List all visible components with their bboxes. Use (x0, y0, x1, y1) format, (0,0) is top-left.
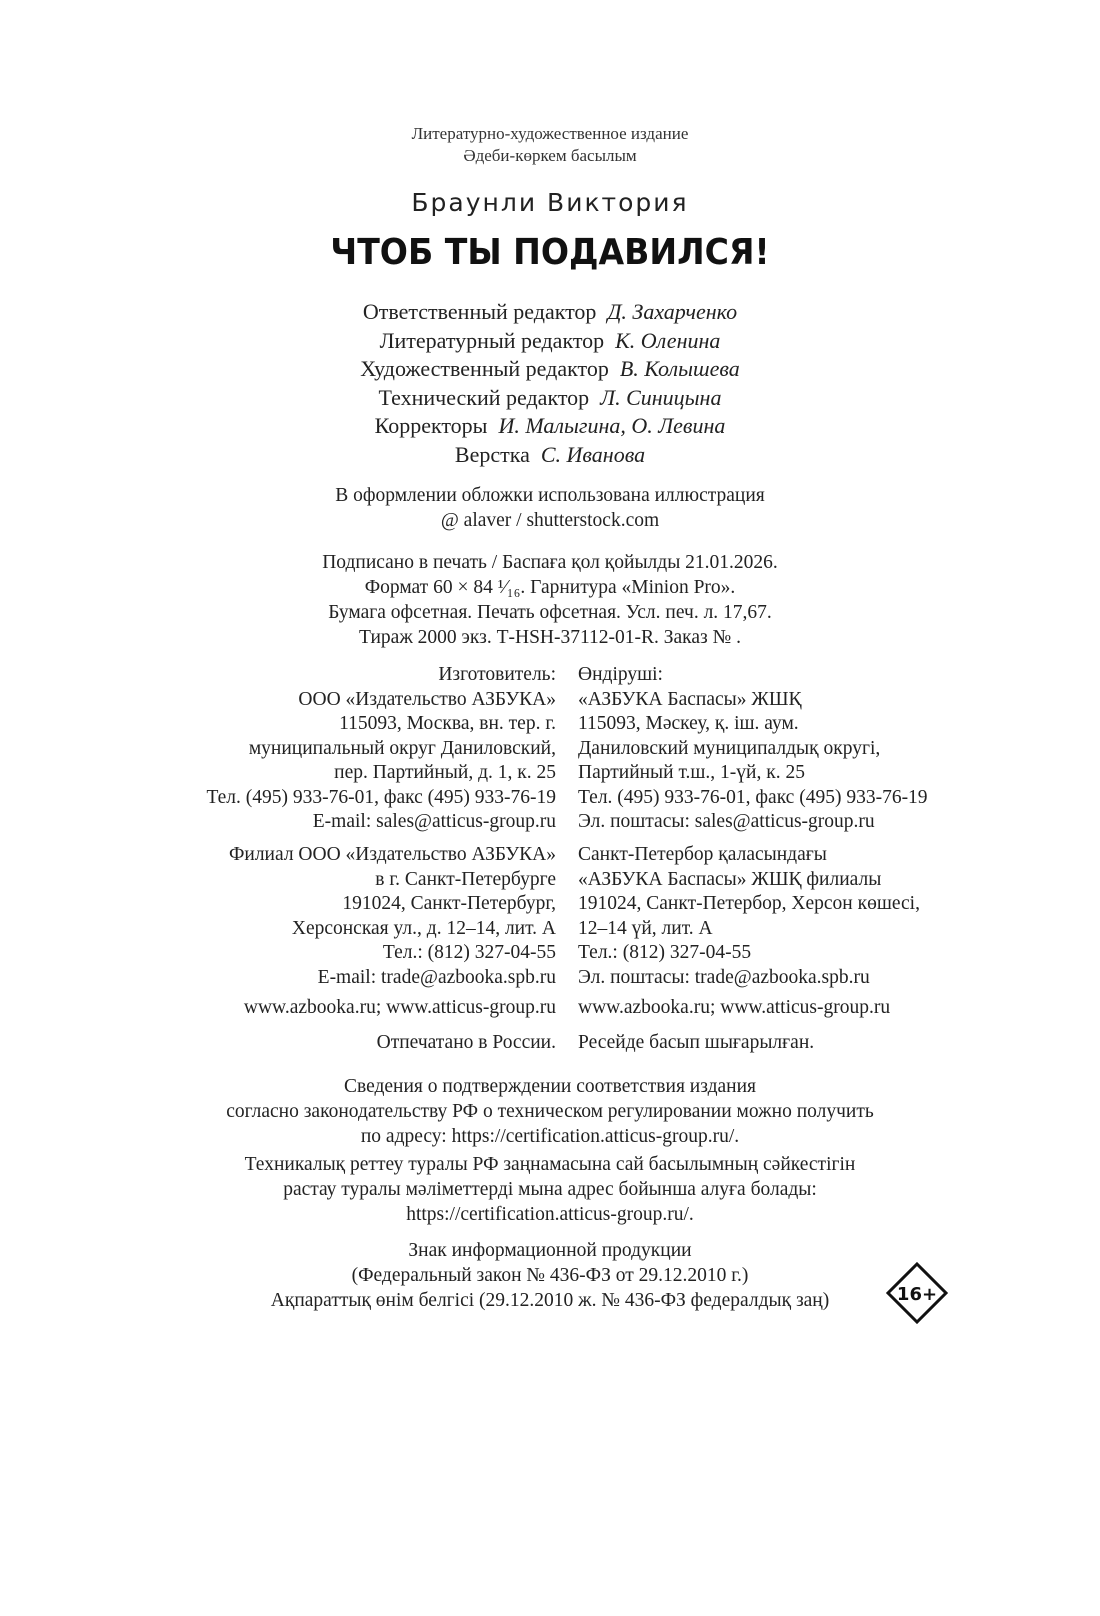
age-rating-text: 16+ (896, 1284, 938, 1305)
edition-type (0, 123, 1100, 167)
printed-in-ru: Отпечатано в России. (376, 1032, 556, 1053)
certification-line: https://certification.atticus-group.ru/. (406, 1204, 694, 1225)
format-prefix: Формат 60 × 84 (364, 577, 498, 598)
branch-line: Филиал ООО «Издательство АЗБУКА» (228, 844, 556, 865)
certification-line: растау туралы мәліметтерді мына адрес бойынша алуға болады: (283, 1179, 817, 1200)
manufacturer-line: Тел. (495) 933-76-01, факс (495) 933-76-19 (206, 786, 556, 808)
branch-line: в г. Санкт-Петербурге (375, 868, 556, 890)
certification-line: Сведения о подтверждении соответствия издания (343, 1076, 756, 1097)
credit-role: Литературный редактор (379, 327, 605, 353)
website-kz: www.azbooka.ru; www.atticus-group.ru (578, 997, 891, 1018)
credit-role: Ответственный редактор (362, 299, 597, 324)
book-title: ЧТОБ ТЫ ПОДАВИЛСЯ! (330, 232, 770, 273)
edition-type-ru: Литературно-художественное издание (411, 124, 689, 143)
manufacturer-line: E-mail: sales@atticus-group.ru (312, 811, 556, 832)
manufacturer-line: 115093, Мәскеу, қ. іш. аум. (578, 713, 799, 734)
manufacturer-line: пер. Партийный, д. 1, к. 25 (334, 762, 556, 783)
print-format (0, 575, 1100, 600)
certification-line: согласно законодательству РФ о техническом регулировании можно получить (226, 1101, 874, 1122)
certification-ru (0, 1074, 1100, 1149)
credit-line (0, 412, 1100, 441)
branch-kz (578, 843, 920, 990)
edition-type-kz: Әдеби-көркем басылым (463, 146, 637, 165)
print-date: Подписано в печать / Баспаға қол қойылды 21.01.2026. (322, 552, 778, 573)
info-sign-line: (Федеральный закон № 436-ФЗ от 29.12.2010 г.) (351, 1265, 749, 1286)
printed-in-kz: Ресейде басып шығарылған. (578, 1032, 815, 1053)
branch-line: Эл. поштасы: trade@azbooka.spb.ru (578, 966, 870, 988)
certification-line: по адресу: https://certification.atticus-group.ru/. (360, 1126, 740, 1147)
credit-line (0, 384, 1100, 413)
print-info (0, 550, 1100, 650)
book-title-wrap (0, 232, 1100, 273)
cover-credit (0, 483, 1100, 533)
manufacturer-line: ООО «Издательство АЗБУКА» (298, 688, 556, 710)
manufacturer-line: муниципальный округ Даниловский, (248, 737, 556, 759)
cover-credit-source: @ alaver / shutterstock.com (440, 510, 660, 531)
manufacturer-line: Тел. (495) 933-76-01, факс (495) 933-76-19 (578, 786, 928, 808)
manufacturer-line: Өндіруші: (578, 664, 663, 685)
branch-line: Тел.: (812) 327-04-55 (382, 942, 556, 963)
manufacturer-line: Изготовитель: (438, 664, 556, 685)
branch-line: 12–14 үй, лит. А (578, 917, 713, 939)
manufacturer-line: 115093, Москва, вн. тер. г. (339, 713, 556, 734)
print-paper: Бумага офсетная. Печать офсетная. Усл. печ. л. 17,67. (328, 602, 772, 623)
credit-name: С. Иванова (540, 441, 646, 467)
credit-name: Л. Синицына (600, 384, 722, 410)
certification-kz (0, 1152, 1100, 1227)
age-rating-badge (886, 1262, 948, 1324)
manufacturer-kz (578, 663, 928, 835)
credit-name: В. Колышева (619, 356, 740, 381)
info-sign-line: Ақпараттық өнім белгісі (29.12.2010 ж. № 436-ФЗ федералдық заң) (270, 1290, 830, 1311)
website-ru: www.azbooka.ru; www.atticus-group.ru (243, 997, 556, 1018)
manufacturer-ru (206, 663, 556, 835)
credit-line (0, 355, 1100, 384)
branch-line: Санкт-Петербор қаласындағы (578, 844, 827, 865)
credit-line (0, 298, 1100, 327)
print-run: Тираж 2000 экз. Т-HSH-37112-01-R. Заказ № . (359, 627, 741, 648)
manufacturer-line: «АЗБУКА Баспасы» ЖШҚ (578, 688, 802, 710)
branch-line: 191024, Санкт-Петербор, Херсон көшесі, (578, 893, 920, 914)
branch-line: «АЗБУКА Баспасы» ЖШҚ филиалы (578, 868, 882, 890)
credit-role: Корректоры (374, 413, 488, 438)
credit-role: Художественный редактор (360, 356, 609, 381)
info-sign-line: Знак информационной продукции (408, 1240, 692, 1261)
branch-line: E-mail: trade@azbooka.spb.ru (317, 966, 556, 988)
branch-ru (229, 843, 556, 990)
credit-name: К. Оленина (615, 327, 721, 353)
credit-line (0, 327, 1100, 356)
manufacturer-line: Партийный т.ш., 1-үй, к. 25 (578, 762, 805, 783)
credit-line (0, 441, 1100, 470)
book-author: Браунли Виктория (411, 188, 689, 217)
credit-role: Верстка (454, 441, 530, 467)
cover-credit-line: В оформлении обложки использована иллюстрация (335, 485, 765, 506)
credit-role: Технический редактор (378, 384, 590, 410)
certification-line: Техникалық реттеу туралы РФ заңнамасына сай басылымның сәйкестігін (244, 1154, 856, 1175)
manufacturer-line: Даниловский муниципалдық округі, (578, 737, 881, 759)
branch-line: Херсонская ул., д. 12–14, лит. А (291, 917, 556, 939)
credit-name: Д. Захарченко (607, 299, 738, 324)
credits-block (0, 298, 1100, 469)
branch-line: Тел.: (812) 327-04-55 (578, 942, 752, 963)
branch-line: 191024, Санкт-Петербург, (342, 893, 556, 914)
manufacturer-line: Эл. поштасы: sales@atticus-group.ru (578, 811, 875, 832)
format-fraction: ¹⁄₁₆ (497, 577, 521, 598)
credit-name: И. Малыгина, О. Левина (498, 413, 726, 438)
format-suffix: . Гарнитура «Minion Pro». (520, 577, 736, 598)
